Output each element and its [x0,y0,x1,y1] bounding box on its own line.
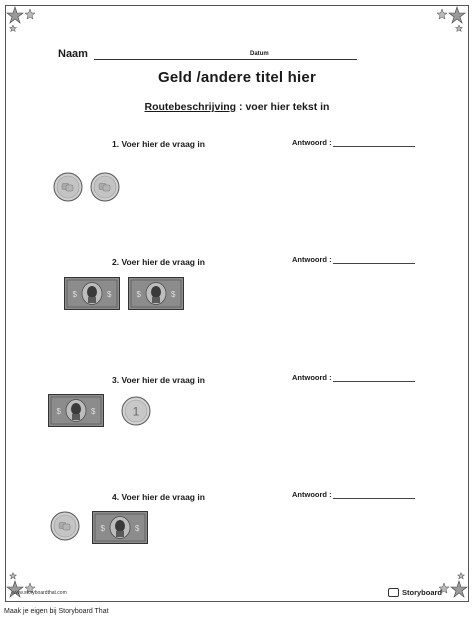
svg-text:$: $ [135,524,140,533]
dollar-bill-icon [92,511,148,544]
coin-blank-icon [50,511,80,541]
instructions [0,101,474,113]
footer-credit: Maak je eigen bij Storyboard That [4,608,109,615]
question-3-text: 3. Voer hier de vraag in [112,375,205,385]
answer-3-label: Antwoord : [292,373,332,382]
storyboard-logo-text: Storyboard [402,587,443,597]
question-4-text: 4. Voer hier de vraag in [112,492,205,502]
instructions-label: Routebeschrijving [144,101,237,113]
svg-text:1: 1 [132,404,140,419]
page-title: Geld /andere titel hier [158,69,316,86]
corner-stars-top-right-icon [436,6,466,32]
name-label: Naam [58,48,88,60]
svg-text:$: $ [107,290,112,299]
answer-1-field[interactable] [333,146,415,147]
storyboard-logo-icon [388,588,399,597]
footer-url: www.storyboardthat.com [12,590,67,596]
storyboard-logo[interactable] [388,585,452,599]
svg-text:$: $ [171,290,176,299]
svg-text:$: $ [100,524,105,533]
answer-4-label: Antwoord : [292,490,332,499]
dollar-bill-icon [48,394,104,427]
instructions-text: : voer hier tekst in [236,101,330,113]
coin-one-icon [121,396,151,426]
question-1-text: 1. Voer hier de vraag in [112,139,205,149]
question-2-text: 2. Voer hier de vraag in [112,257,205,267]
svg-text:$: $ [136,290,141,299]
answer-1-label: Antwoord : [292,138,332,147]
name-field[interactable] [94,59,298,60]
svg-text:$: $ [72,290,77,299]
date-label: Datum [250,51,269,57]
svg-text:$: $ [91,407,96,416]
dollar-bill-icon [128,277,184,310]
name-date-row [58,48,418,64]
answer-4-field[interactable] [333,498,415,499]
corner-stars-top-left-icon [6,6,36,32]
answer-2-label: Antwoord : [292,255,332,264]
svg-text:$: $ [56,407,61,416]
dollar-bill-icon [64,277,120,310]
coin-blank-icon [53,172,83,202]
answer-2-field[interactable] [333,263,415,264]
date-field[interactable] [277,59,357,60]
answer-3-field[interactable] [333,381,415,382]
coin-blank-icon [90,172,120,202]
